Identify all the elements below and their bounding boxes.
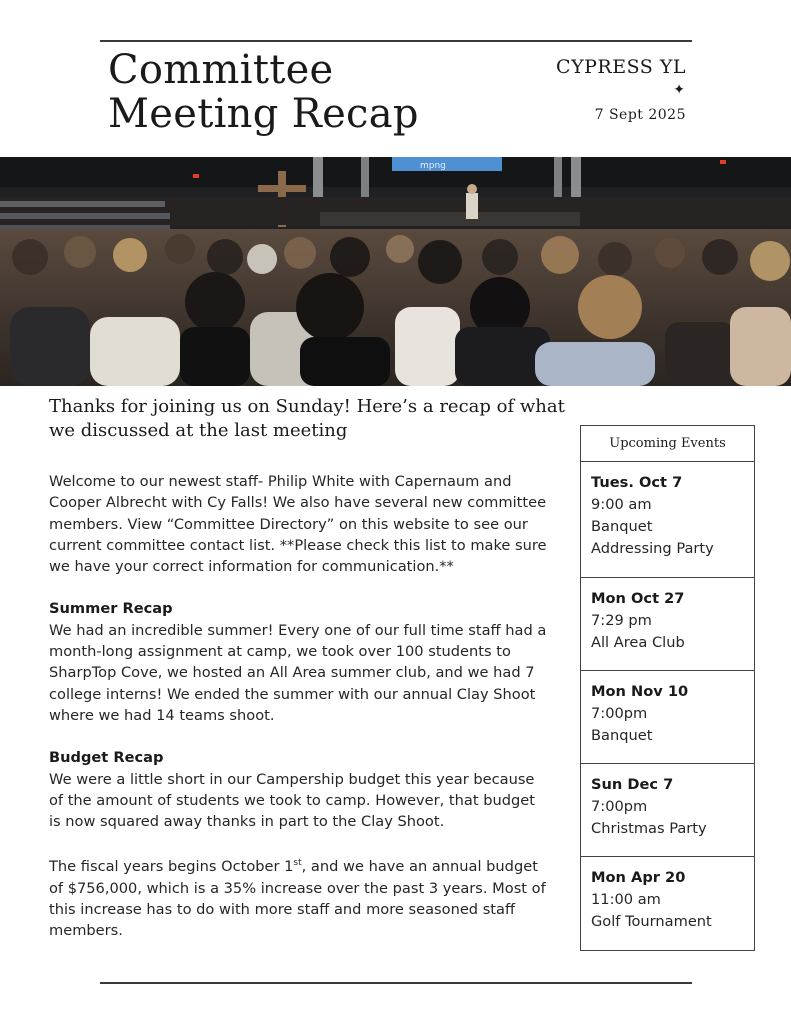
upcoming-events-box — [580, 425, 755, 951]
budget-recap-text: We were a little short in our Campership budget this year because of the amount of students we took to camp. However, that budget is now squared away thanks in part to the Clay Shoot. — [49, 770, 535, 831]
event-date: Mon Nov 10 — [591, 683, 689, 700]
meeting-date: 7 Sept 2025 — [594, 107, 686, 123]
top-rule — [100, 40, 692, 42]
event-time: 7:00pm — [591, 705, 648, 722]
event-item — [581, 764, 754, 857]
budget-recap-heading: Budget Recap — [49, 749, 164, 767]
event-time: 9:00 am — [591, 496, 652, 513]
intro-heading: Thanks for joining us on Sunday! Here’s a recap of what we discussed at the last meeting — [49, 396, 565, 441]
event-item — [581, 857, 754, 950]
event-date: Mon Apr 20 — [591, 869, 686, 886]
event-title-line2: Addressing Party — [591, 540, 714, 557]
event-title: All Area Club — [591, 634, 685, 651]
event-item — [581, 462, 754, 578]
title-line-1: Committee — [108, 47, 334, 93]
event-title: Banquet — [591, 727, 653, 744]
event-date: Sun Dec 7 — [591, 776, 674, 793]
summer-recap-heading: Summer Recap — [49, 600, 173, 618]
summer-recap-text: We had an incredible summer! Every one of our full time staff had a month-long assignment at camp, we took over 100 students to SharpTop Cove, we hosted an All Area summer club, and we had 7 college interns! We ended the summer with our annual Clay Shoot where we had 14 teams shoot. — [49, 621, 547, 724]
recap-body — [49, 471, 549, 963]
org-name: CYPRESS YL — [556, 56, 686, 78]
event-title: Banquet — [591, 518, 653, 535]
event-item — [581, 671, 754, 764]
event-time: 7:00pm — [591, 798, 648, 815]
page-title — [108, 48, 419, 136]
hero-photo — [0, 157, 791, 386]
event-title: Golf Tournament — [591, 913, 712, 930]
event-date: Tues. Oct 7 — [591, 474, 683, 491]
bottom-rule — [100, 982, 692, 984]
svg-text:mpng: mpng — [420, 161, 446, 171]
event-title: Christmas Party — [591, 820, 707, 837]
upcoming-events-heading: Upcoming Events — [581, 426, 754, 462]
welcome-paragraph: Welcome to our newest staff- Philip White with Capernaum and Cooper Albrecht with Cy Falls! We also have several new committee members. View “Committee Directory” on this website to see our current committee contact list. **Please check this list to make sure we have your correct information for communication.** — [49, 473, 547, 576]
event-date: Mon Oct 27 — [591, 590, 685, 607]
event-time: 11:00 am — [591, 891, 661, 908]
sparkle-icon: ✦ — [673, 82, 685, 98]
stage-screen — [392, 157, 502, 171]
event-time: 7:29 pm — [591, 612, 652, 629]
event-item — [581, 578, 754, 671]
title-line-2: Meeting Recap — [108, 91, 419, 137]
fiscal-year-paragraph: The fiscal years begins October 1st, and we have an annual budget of $756,000, which is a 35% increase over the past 3 years. Most of this increase has to do with more staff and more seasoned staff members. — [49, 858, 546, 940]
